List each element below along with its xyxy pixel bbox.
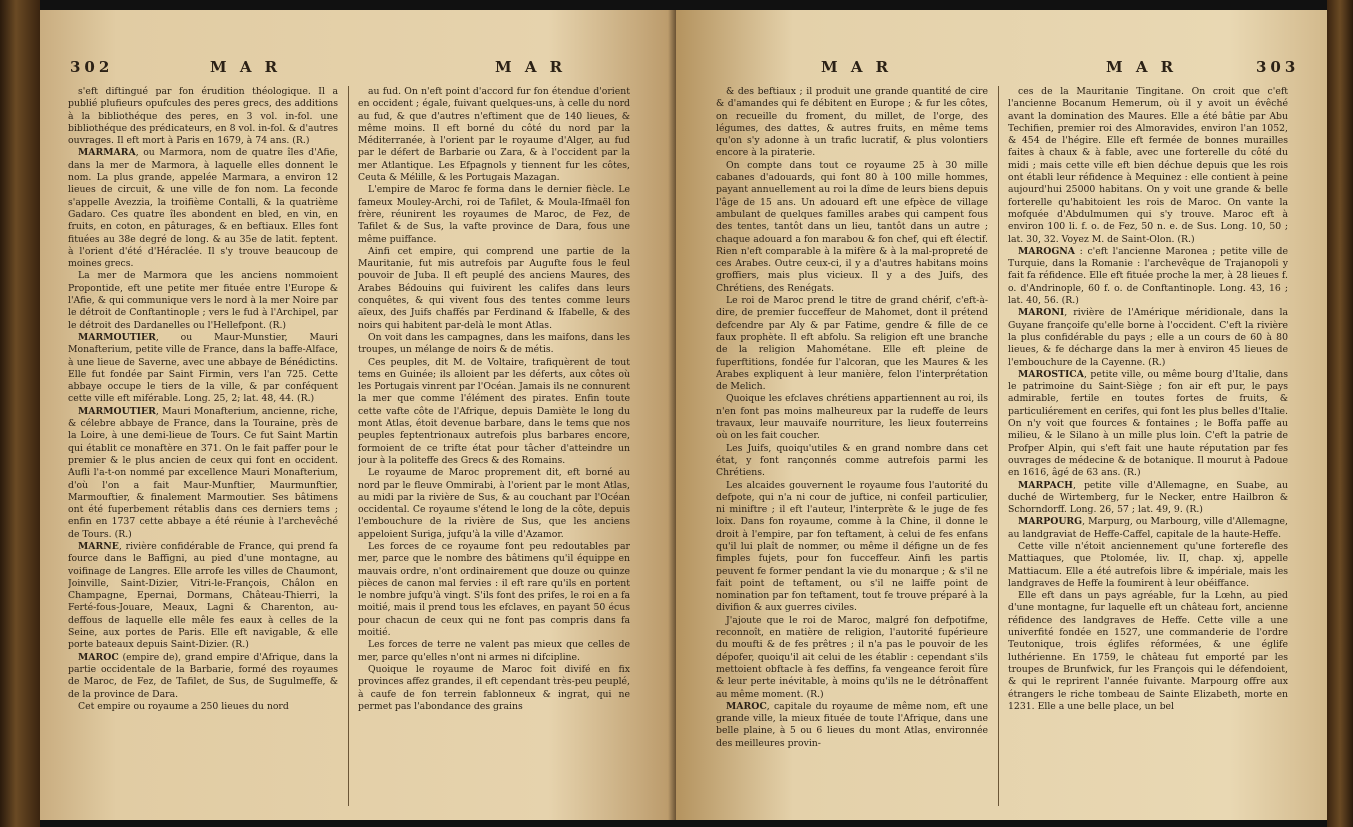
- entry-text: , capitale du royaume de même nom, eft une grande ville, la mieux fituée de toute l'Afrique, dans une belle plaine, à 5 ou 6 lieues du mont Atlas, environnée des meilleures provin-: [716, 700, 988, 749]
- entry-text: au fud. On n'eft point d'accord fur fon étendue d'orient en occident ; égale, fuivant quelques-uns, à celle du nord au fud, & que d'autres n'eftiment que de 140 lieues, & même moins. Il eft borné du côté du nord par la Méditerranée, à l'orient par le royaume d'Alger, au fud par le défert de Barbarie ou Zara, & à l'occident par la mer Atlantique. Les Efpagnols y tiennent fur les côtes, Ceuta & Mélille, & les Portugais Mazagan.: [358, 86, 630, 184]
- entry-text: , rivière confidérable de France, qui prend fa fource dans le Baffigni, au pied d'une montagne, au voifinage de Langres. Elle arrofe les villes de Chaumont, Joinville, Saint-Dizier, Vitri-le-François, Châlon en Champagne, Epernai, Dormans, Château-Thierri, la Ferté-fous-Jouare, Meaux, Lagni & Charenton, au-deffous de laquelle elle mêle fes eaux à celles de la Seine, aux portes de Paris. Elle eft navigable, & elle porte bateaux depuis Saint-Dizier. (R.): [68, 540, 338, 651]
- entry-text: Les forces de terre ne valent pas mieux que celles de mer, parce qu'elles n'ont ni armes ni difcipline.: [358, 639, 630, 663]
- entry-text: J'ajoute que le roi de Maroc, malgré fon defpotifme, reconnoît, en matière de religion, l'autorité fupérieure du moufti & de fes prêtres ; il n'a pas le pouvoir de les dépofer, quoiqu'il ait celui de les établir : cependant s'ils mettoient obftacle à fes deffins, fa vengeance feroit fûre & leur perte inévitable, à moins qu'ils ne le détrônaffent au même moment. (R.): [716, 614, 988, 700]
- running-header-right-b: M A R: [1106, 58, 1178, 76]
- entry-text: , ou Marmora, nom de quatre îles d'Afie, dans la mer de Marmora, à laquelle elles donnent le nom. La plus grande, appelée Marmara, a environ 12 lieues de circuit, & une ville de fon nom. La feconde s'appelle Avezzia, la troifième Contalli, & la quatrième Gadaro. Ces quatre îles abondent en bled, en vin, en fruits, en coton, en pâturages, & en beftiaux. Elles font fituées au 38e degré de long. & au 35e de latit. feptent. à l'orient d'été d'Héraclée. Il s'y trouve beaucoup de moines grecs.: [68, 147, 338, 270]
- column-divider: [348, 86, 349, 806]
- article-paragraph: [1008, 86, 1288, 246]
- entry-text: , Mauri Monafterium, ancienne, riche, & célebre abbaye de France, dans la Touraine, près de la Loire, à une demi-lieue de Tours. Ce fut Saint Martin qui établit ce monaftère en 371. On le fait paffer pour le premier & le plus ancien de ceux qui font en occident. Aufli l'a-t-on nommé par excellence Mauri Monafterium, d'où l'on a fait Maur-Munftier, Maurmunftier, Marmouftier, & finalement Marmoutier. Ses bâtimens ont été fuperbement rétablis dans ces derniers tems ; enfin en 1737 cette abbaye a été réunie à l'archevêché de Tours. (R.): [68, 405, 338, 540]
- book-spine-left: [0, 0, 40, 827]
- entry-text: L'empire de Maroc fe forma dans le dernier fiècle. Le fameux Mouley-Archi, roi de Tafilet, & Moula-Ifmaël fon frère, réunirent les royaumes de Maroc, de Fez, de Tafilet & de Sus, la vafte province de Dara, fous une même puiffance.: [358, 184, 630, 245]
- article-paragraph: [716, 295, 988, 393]
- article-paragraph: [716, 160, 988, 295]
- entry-headword: MARMOUTIER: [78, 331, 156, 343]
- entry-text: ces de la Mauritanie Tingitane. On croit que c'eft l'ancienne Bocanum Hemerum, où il y avoit un évêché avant la domination des Maures. Elle a été bâtie par Abu Techifien, premier roi des Almoravides, environ l'an 1052, & 454 de l'hégire. Elle eft fermée de bonnes murailles faites à chaux & à fable, avec une forterelle du côté du midi ; mais cette ville eft bien déchue depuis que les rois ont établi leur réfidence à Mequinez : elle contient à peine aujourd'hui 25000 habitans. On y voit une grande & belle forterelle qu'habitoient les rois de Maroc. On vante la mofquée d'Abdulmumen qui s'y trouve. Maroc eft à environ 100 li. f. o. de Fez, 50 n. e. de Sus. Long. 10, 50 ; lat. 30, 32. Voyez M. de Saint-Olon. (R.): [1008, 86, 1288, 245]
- article-paragraph: [68, 270, 338, 331]
- article-paragraph: [358, 184, 630, 245]
- entry-text: (empire de), grand empire d'Afrique, dans la partie occidentale de la Barbarie, formé des royaumes de Maroc, de Fez, de Tafilet, de Sus, de Sugulmeffe, & de la province de Dara.: [68, 651, 338, 700]
- entry-text: Quoique le royaume de Maroc foit divifé en fix provinces affez grandes, il eft cependant très-peu peuplé, à caufe de fon terrein fablonneux & ingrat, qui ne permet pas l'abondance des grains: [358, 663, 630, 712]
- article-paragraph: [68, 332, 338, 406]
- entry-headword: MARPOURG: [1018, 516, 1083, 528]
- page-number-right: 303: [1256, 58, 1300, 76]
- entry-text: Quoique les efclaves chrétiens appartiennent au roi, ils n'en font pas moins malheureux par la rudeffe de leurs travaux, leur mauvaife nourriture, les lieux fouterreins où on les fait coucher.: [716, 393, 988, 442]
- article-paragraph: [68, 701, 338, 713]
- running-header-right-a: M A R: [821, 58, 893, 76]
- article-paragraph: [1008, 480, 1288, 517]
- article-paragraph: [1008, 590, 1288, 713]
- article-paragraph: [1008, 246, 1288, 307]
- right-page: [676, 10, 1327, 820]
- article-paragraph: [716, 480, 988, 615]
- entry-headword: MAROC: [78, 651, 119, 663]
- article-paragraph: [358, 639, 630, 664]
- entry-text: & des beftiaux ; il produit une grande quantité de cire & d'amandes qui fe débitent en Europe ; & fur les côtes, on recueille du froment, du millet, de l'orge, des légumes, des dattes, & autres fruits, en même tems qu'on s'y adonne à un trafic lucratif, & plus volontiers encore à la piraterie.: [716, 86, 988, 159]
- article-paragraph: [358, 332, 630, 357]
- article-paragraph: [358, 86, 630, 184]
- article-paragraph: [716, 443, 988, 480]
- article-paragraph: [68, 652, 338, 701]
- entry-headword: MAROC: [726, 700, 767, 712]
- column-divider: [998, 86, 999, 806]
- article-paragraph: [358, 357, 630, 468]
- entry-text: s'eft diftingué par fon érudition théologique. Il a publié plufieurs opufcules des peres grecs, des additions à la bibliothéque des peres, en 3 vol. in-fol. une bibliothéque des prédicateurs, en 8 vol. in-fol. & d'autres ouvrages. Il eft mort à Paris en 1679, à 74 ans. (R.): [68, 86, 338, 147]
- article-paragraph: [1008, 369, 1288, 480]
- article-paragraph: [716, 615, 988, 701]
- article-paragraph: [1008, 516, 1288, 541]
- article-paragraph: [68, 406, 338, 541]
- article-paragraph: [358, 246, 630, 332]
- entry-text: Ainfi cet empire, qui comprend une partie de la Mauritanie, fut mis autrefois par Augufte fous le feul pouvoir de Juba. Il eft peuplé des anciens Maures, des Arabes Bédouins qui fuivirent les califes dans leurs conquêtes, & qui vivent fous des tentes comme leurs aïeux, des Juifs chaffés par Ferdinand & Ifabelle, & des noirs qui habitent par-delà le mont Atlas.: [358, 245, 630, 331]
- book-edge-right: [1327, 0, 1353, 827]
- entry-text: , petite ville, ou même bourg d'Italie, dans le patrimoine du Saint-Siège ; fon air eft pur, le pays admirable, fertile en toutes fortes de fruits, & particuliérement en cerifes, qui font les plus belles d'Italie. On n'y voit que fources & fontaines ; le Boffa paffe au milieu, & le Silano à un mille plus loin. C'eft la patrie de Profper Alpin, qui s'eft fait une haute réputation par fes ouvrages de médecine & de botanique. Il mourut à Padoue en 1616, âgé de 63 ans. (R.): [1008, 368, 1288, 479]
- left-page-column-1: [68, 86, 338, 806]
- entry-text: Cet empire ou royaume a 250 lieues du nord: [78, 700, 289, 712]
- entry-text: On compte dans tout ce royaume 25 à 30 mille cabanes d'adouards, qui font 80 à 100 mille hommes, payant annuellement au roi la dîme de leurs biens depuis l'âge de 15 ans. Un adouard eft une efpèce de village ambulant de quelques familles arabes qui campent fous des tentes, tantôt dans un lieu, tantôt dans un autre ; chaque adouard a fon marabou & fon chef, qui eft électif. Rien n'eft comparable à la mifère & à la mal-propreté de ces Arabes. Outre ceux-ci, il y a d'autres habitans moins groffiers, mais plus vicieux. Il y a des Juifs, des Chrétiens, des Renégats.: [716, 159, 988, 294]
- article-paragraph: [68, 86, 338, 147]
- entry-text: , rivière de l'Amérique méridionale, dans la Guyane françoife qu'elle borne à l'occident. C'eft la rivière la plus confidérable du pays ; elle a un cours de 60 à 80 lieues, & fe décharge dans la mer à environ 45 lieues de l'embouchure de la Cayenne. (R.): [1008, 307, 1288, 368]
- article-paragraph: [68, 541, 338, 652]
- entry-text: : c'eft l'ancienne Maronea ; petite ville de Turquie, dans la Romanie : l'archevêque de Trajanopoli y fait fa réfidence. Elle eft fituée proche la mer, à 28 lieues f. o. d'Andrinople, 60 f. o. de Conftantinople. Long. 43, 16 ; lat. 40, 56. (R.): [1008, 245, 1288, 307]
- article-paragraph: [1008, 541, 1288, 590]
- entry-text: , petite ville d'Allemagne, en Suabe, au duché de Wirtemberg, fur le Necker, entre Hailbron & Schorndorff. Long. 26, 57 ; lat. 49, 9. (R.): [1008, 479, 1288, 516]
- entry-text: Le royaume de Maroc proprement dit, eft borné au nord par le fleuve Ommirabi, à l'orient par le mont Atlas, au midi par la rivière de Sus, & au couchant par l'Océan occidental. Ce royaume s'étend le long de la côte, depuis l'embouchure de la rivière de Sus, que les anciens appeloient Suriga, jufqu'à la ville d'Azamor.: [358, 467, 630, 540]
- article-paragraph: [716, 701, 988, 750]
- entry-text: Le roi de Maroc prend le titre de grand chérif, c'eft-à-dire, de premier fucceffeur de Mahomet, dont il prétend defcendre par Aly & par Fatime, gendre & fille de ce faux prophète. Il eft abfolu. Sa religion eft une branche de la religion Mahométane. Elle eft pleine de fuperftitions, fondée fur l'alcoran, que les Maures & les Arabes expliquent à leur manière, felon l'interprétation de Melich.: [716, 295, 988, 393]
- entry-text: Les forces de ce royaume font peu redoutables par mer, parce que le nombre des bâtimens qu'il équippe en mauvais ordre, n'ont ordinairement que douze ou quinze pièces de canon mal fervies : il eft rare qu'ils en portent le nombre jufqu'à vingt. S'ils font des prifes, le roi en a fa moitié, mais il prend tous les efclaves, en payant 50 écus pour chacun de ceux qui ne font pas compris dans fa moitié.: [358, 540, 630, 639]
- entry-text: , Marpurg, ou Marbourg, ville d'Allemagne, au landgraviat de Heffe-Caffel, capitale de la haute-Heffe.: [1008, 516, 1288, 540]
- entry-text: La mer de Marmora que les anciens nommoient Propontide, eft une petite mer fituée entre l'Europe & l'Afie, & qui communique vers le nord à la mer Noire par le détroit de Conftantinople ; vers le fud à l'Archipel, par le détroit des Dardanelles ou l'Hellefpont. (R.): [68, 270, 338, 331]
- entry-headword: MARNE: [78, 540, 119, 552]
- entry-headword: MARPACH: [1018, 479, 1073, 491]
- article-paragraph: [358, 541, 630, 639]
- article-paragraph: [716, 393, 988, 442]
- running-header-left-b: M A R: [495, 58, 567, 76]
- article-paragraph: [1008, 307, 1288, 368]
- article-paragraph: [358, 467, 630, 541]
- article-paragraph: [358, 664, 630, 713]
- entry-text: Les Juifs, quoiqu'utiles & en grand nombre dans cet état, y font rançonnés comme autrefois parmi les Chrétiens.: [716, 442, 988, 479]
- entry-headword: MARMOUTIER: [78, 405, 156, 417]
- entry-headword: MARONI: [1018, 307, 1065, 319]
- left-page: [40, 10, 676, 820]
- entry-headword: MAROGNA: [1018, 245, 1075, 257]
- left-page-column-2: [358, 86, 630, 806]
- entry-text: Les alcaides gouvernent le royaume fous l'autorité du defpote, qui n'a ni cour de juftice, ni confeil particulier, ni miniftre ; il eft l'auteur, l'interprète & le juge de fes loix. Dans fon royaume, comme à la Chine, il donne le droit à l'empire, par fon teftament, à celui de fes enfans qu'il lui plaît de nommer, ou même il défigne un de fes fimples fujets, pour fon fucceffeur. Ainfi les partis peuvent fe former pendant la vie du monarque ; & s'il ne fait point de teftament, ou s'il ne laiffe point de nomination par fon teftament, tout fe trouve préparé à la divifion & aux guerres civiles.: [716, 479, 988, 614]
- entry-text: , ou Maur-Munstier, Mauri Monafterium, petite ville de France, dans la baffe-Alface, à une lieue de Saverne, avec une abbaye de Bénédictins. Elle fut fondée par Saint Firmin, vers l'an 725. Cette abbaye occupe le tiers de la ville, & par conféquent cette ville eft miférable. Long. 25, 2; lat. 48, 44. (R.): [68, 331, 338, 405]
- entry-headword: MAROSTICA: [1018, 368, 1084, 380]
- right-page-column-1: [716, 86, 988, 806]
- running-header-left-a: M A R: [210, 58, 282, 76]
- page-number-left: 302: [70, 58, 114, 76]
- right-page-column-2: [1008, 86, 1288, 806]
- article-paragraph: [716, 86, 988, 160]
- article-paragraph: [68, 147, 338, 270]
- entry-text: Ces peuples, dit M. de Voltaire, trafiquèrent de tout tems en Guinée; ils alloient par les déferts, aux côtes où les Portugais vinrent par l'Océan. Jamais ils ne connurent la mer que comme l'élément des pirates. Enfin toute cette vafte côte de l'Afrique, depuis Damiète le long du mont Atlas, étoit devenue barbare, dans le tems que nos peuples feptentrionaux autrefois plus barbares encore, formoient de ce trifte état pour tâcher d'atteindre un jour à la politeffe des Grecs & des Romains.: [358, 356, 630, 466]
- entry-text: Cette ville n'étoit anciennement qu'une forterefle des Mattiaques, que Ptolomée, liv. II, chap. xj, appelle Mattiacum. Elle a été autrefois libre & impériale, mais les landgraves de Heffe la foumirent à leur obéiffance.: [1008, 540, 1288, 589]
- entry-text: Elle eft dans un pays agréable, fur la Lœhn, au pied d'une montagne, fur laquelle eft un château fort, ancienne réfidence des landgraves de Heffe. Cette ville a une univerfité fondée en 1527, une commanderie de l'ordre Teutonique, trois églifes réformées, & une églife luthérienne. En 1759, le château fut emporté par les troupes de Brunfwick, fur les François qui le défendoient, & qui le reprirent l'année fuivante. Marpourg offre aux étrangers le riche tombeau de Sainte Elizabeth, morte en 1231. Elle a une belle place, un bel: [1008, 590, 1288, 712]
- entry-text: On voit dans les campagnes, dans les maifons, dans les troupes, un mélange de noirs & de métis.: [358, 331, 630, 356]
- entry-headword: MARMARA: [78, 147, 136, 159]
